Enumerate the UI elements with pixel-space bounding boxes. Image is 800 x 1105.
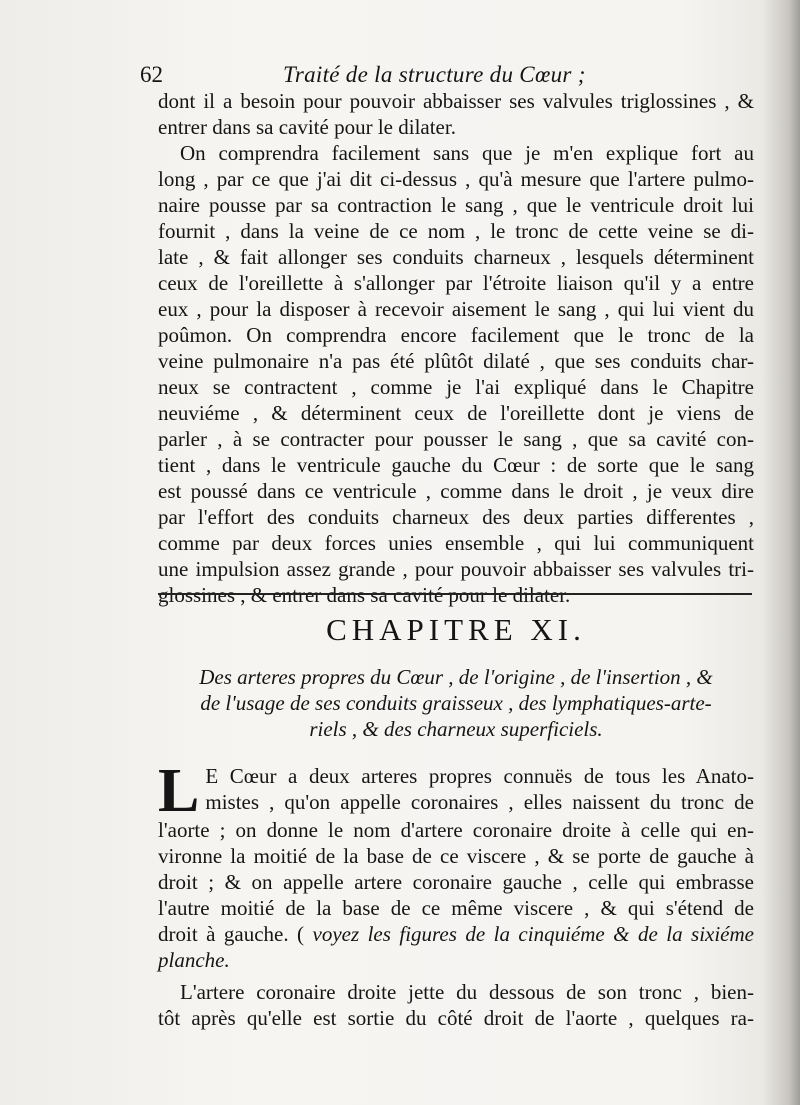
text-line: neuviéme , & déterminent ceux de l'oreillette dont je viens de	[158, 401, 754, 425]
subtitle-line: de l'usage de ses conduits graisseux , des lymphatiques-arte-	[200, 691, 712, 715]
text-line: mistes , qu'on appelle coronaires , elles naissent du tronc de	[205, 790, 754, 814]
subtitle-line: Des arteres propres du Cœur , de l'origine , de l'insertion , &	[199, 665, 713, 689]
text-line: naire pousse par sa contraction le sang , que le ventricule droit lui	[158, 193, 754, 217]
text-line	[158, 921, 754, 947]
page-number: 62	[140, 62, 163, 87]
chapter-body	[158, 757, 754, 1031]
figure-reference: voyez les figures de la cinquiéme & de la sixiéme	[312, 922, 754, 946]
page-edge-shadow	[762, 0, 800, 1105]
text-line: entrer dans sa cavité pour le dilater.	[158, 115, 456, 139]
text-line: est poussé dans ce ventricule , comme dans le droit , je veux dire	[158, 479, 754, 503]
text-line: tient , dans le ventricule gauche du Cœur : de sorte que le sang	[158, 453, 754, 477]
text-line: comme par deux forces unies ensemble , qui lui communiquent	[158, 531, 754, 555]
page-header	[140, 58, 640, 92]
text-line: neux se contractent , comme je l'ai expliqué dans le Chapitre	[158, 375, 754, 399]
text-line: planche.	[158, 948, 230, 972]
text-line: tôt après qu'elle est sortie du côté droit de l'aorte , quelques ra-	[158, 1006, 754, 1030]
text-line: late , & fait allonger ses conduits charneux , lesquels déterminent	[158, 245, 754, 269]
text-line: par l'effort des conduits charneux des deux parties differentes ,	[158, 505, 754, 529]
text-line: ceux de l'oreillette à s'allonger par l'étroite liaison qu'il y a entre	[158, 271, 754, 295]
text-line: L'artere coronaire droite jette du dessous de son tronc , bien-	[180, 980, 754, 1004]
text-line: veine pulmonaire n'a pas été plûtôt dilaté , que ses conduits char-	[158, 349, 754, 373]
text-line: E Cœur a deux arteres propres connuës de tous les Anato-	[205, 764, 754, 788]
text-line: fournit , dans la veine de ce nom , le tronc de cette veine se di-	[158, 219, 754, 243]
text-line: vironne la moitié de la base de ce viscere , & se porte de gauche à	[158, 844, 754, 868]
text-line: parler , à se contracter pour pousser le sang , que sa cavité con-	[158, 427, 754, 451]
text-line: poûmon. On comprendra encore facilement que le tronc de la	[158, 323, 754, 347]
text-line: glossines , & entrer dans sa cavité pour le dilater.	[158, 583, 571, 607]
text-line: l'aorte ; on donne le nom d'artere coronaire droite à celle qui en-	[158, 818, 754, 842]
chapter-subtitle	[158, 664, 754, 742]
drop-cap: L	[158, 757, 200, 825]
text-line: On comprendra facilement sans que je m'en explique fort au	[180, 141, 754, 165]
ref-start: droit à gauche. (	[158, 922, 313, 946]
text-line: dont il a besoin pour pouvoir abbaisser ses valvules triglossines , &	[158, 89, 754, 113]
section-divider	[158, 593, 752, 595]
text-line: droit ; & on appelle artere coronaire gauche , celle qui embrasse	[158, 870, 754, 894]
text-line: long , par ce que j'ai dit ci-dessus , qu'à mesure que l'artere pulmo-	[158, 167, 754, 191]
text-line: une impulsion assez grande , pour pouvoir abbaisser ses valvules tri-	[158, 557, 754, 581]
subtitle-line: riels , & des charneux superficiels.	[309, 717, 603, 741]
top-text	[158, 88, 754, 608]
chapter-title: CHAPITRE XI.	[326, 612, 586, 647]
text-line: l'autre moitié de la base de ce même viscere , & qui s'étend de	[158, 896, 754, 920]
text-line: eux , pour la disposer à recevoir aisement le sang , qui lui vient du	[158, 297, 754, 321]
running-title: Traité de la structure du Cœur ;	[283, 62, 586, 87]
